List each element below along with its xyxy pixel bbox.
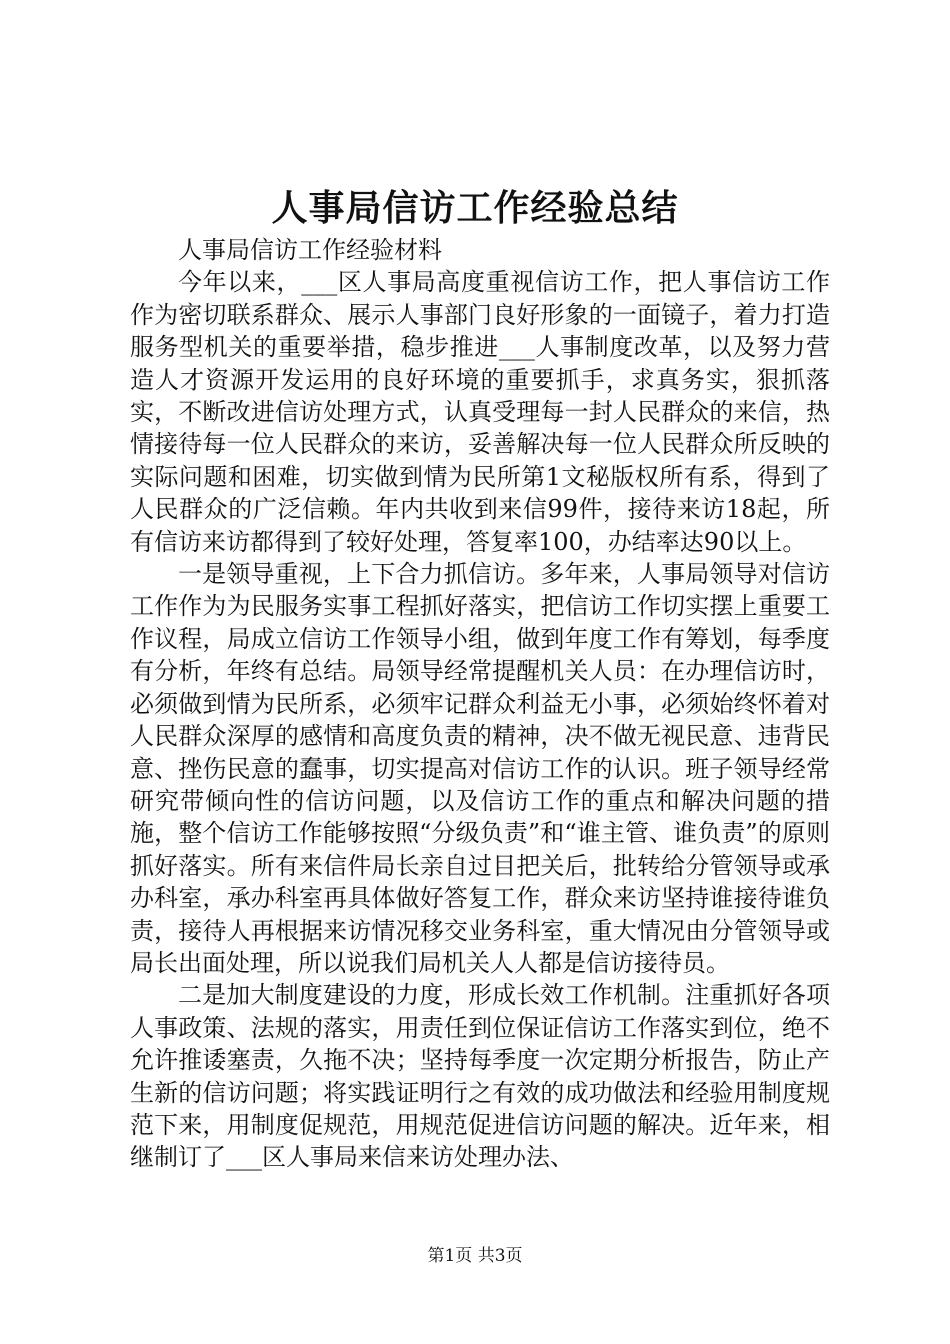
intro-paragraph: 今年以来，___区人事局高度重视信访工作，把人事信访工作作为密切联系群众、展示人事部门良好形象的一面镜子，着力打造服务型机关的重要举措，稳步推进___人事制度改革，以及努力营造人才资源开发运用的良好环境的重要抓手，求真务实，狠抓落实，不断改进信访处理方式，认真受理每一封人民群众的来信，热情接待每一位人民群众的来访，妥善解决每一位人民群众所反映的实际问题和困难，切实做到情为民所第1文秘版权所有系，得到了人民群众的广泛信赖。年内共收到来信99件，接待来访18起，所有信访来访都得到了较好处理，答复率100，办结率达90以上。 bbox=[130, 268, 830, 556]
leadership-paragraph: 一是领导重视，上下合力抓信访。多年来，人事局领导对信访工作作为为民服务实事工程抓好落实，把信访工作切实摆上重要工作议程，局成立信访工作领导小组，做到年度工作有筹划，每季度有分析，年终有总结。局领导经常提醒机关人员：在办理信访时，必须做到情为民所系，必须牢记群众利益无小事，必须始终怀着对人民群众深厚的感情和高度负责的精神，决不做无视民意、违背民意、挫伤民意的蠢事，切实提高对信访工作的认识。班子领导经常研究带倾向性的信访问题，以及信访工作的重点和解决问题的措施，整个信访工作能够按照“分级负责”和“谁主管、谁负责”的原则抓好落实。所有来信件局长亲自过目把关后，批转给分管领导或承办科室，承办科室再具体做好答复工作，群众来访坚持谁接待谁负责，接待人再根据来访情况移交业务科室，重大情况由分管领导或局长出面处理，所以说我们局机关人人都是信访接待员。 bbox=[130, 560, 830, 977]
page-footer: 第1页 共3页 bbox=[427, 1246, 523, 1266]
system-building-paragraph: 二是加大制度建设的力度，形成长效工作机制。注重抓好各项人事政策、法规的落实，用责任到位保证信访工作落实到位，绝不允许推诿塞责，久拖不决；坚持每季度一次定期分析报告，防止产生新的信访问题；将实践证明行之有效的成功做法和经验用制度规范下来，用制度促规范，用规范促进信访问题的解决。近年来，相继制订了___区人事局来信来访处理办法、 bbox=[130, 981, 830, 1172]
document-title: 人事局信访工作经验总结 bbox=[271, 187, 679, 229]
subtitle-paragraph: 人事局信访工作经验材料 bbox=[178, 236, 442, 264]
document-body bbox=[130, 234, 830, 1174]
